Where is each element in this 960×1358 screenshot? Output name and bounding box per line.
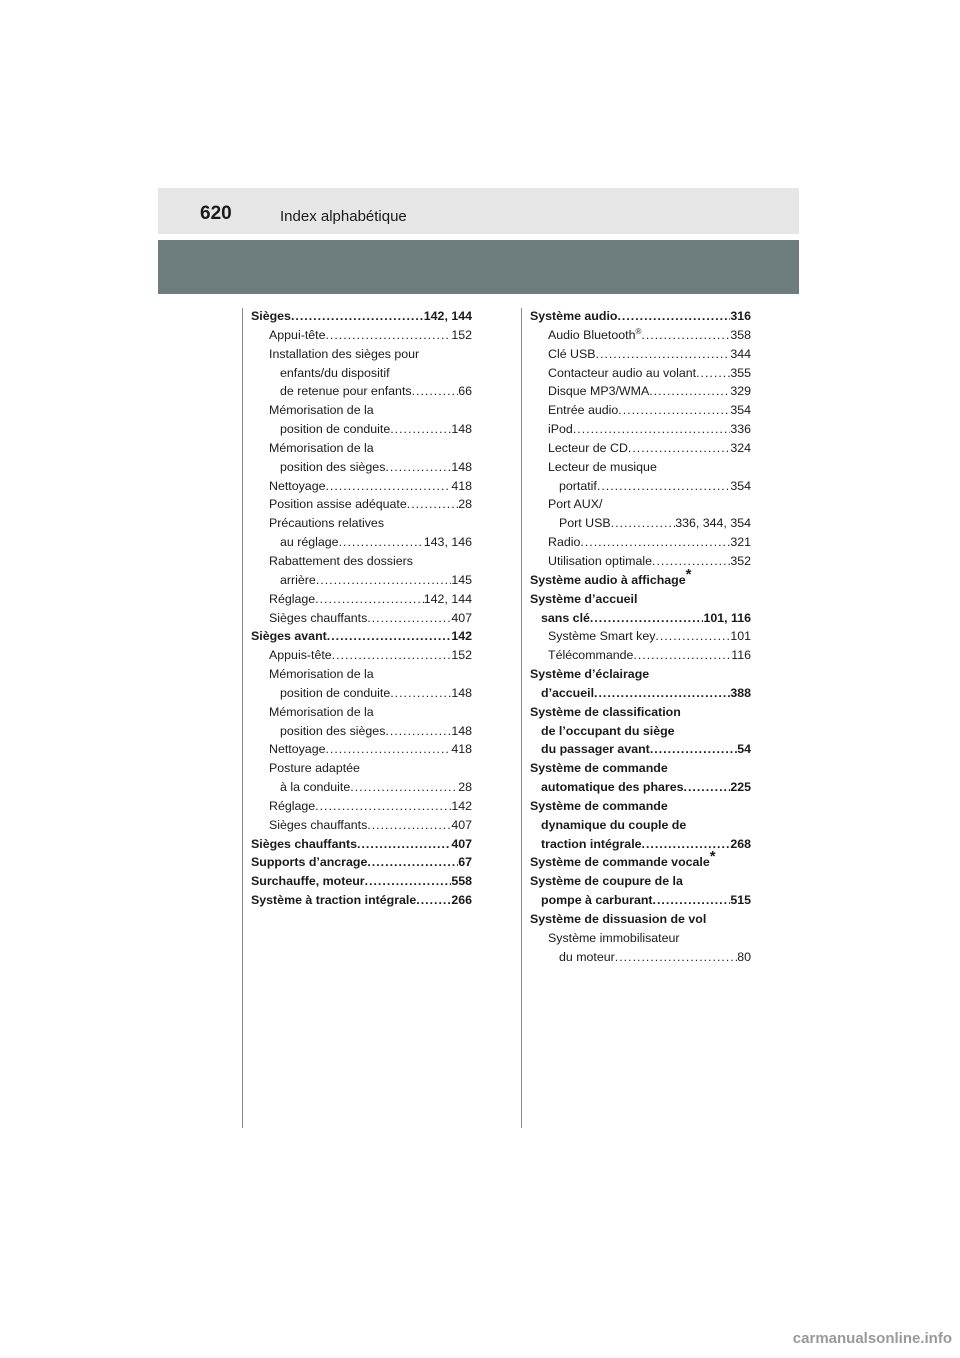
index-entry: pompe à carburant ..... 515 [530,891,751,910]
index-entry: traction intégrale ..... 268 [530,835,751,854]
index-subentry: Disque MP3/WMA ..... 329 [530,382,751,401]
index-subentry: position des sièges ..... 148 [251,458,472,477]
index-column-right [530,307,751,967]
footnote-star-marker: * [685,565,692,583]
index-entry-line: de l’occupant du siège [541,723,675,738]
index-subentry-line: Port AUX/ [548,497,603,512]
index-entry-line: Système de classification [530,704,681,719]
index-subentry: Radio ..... 321 [530,533,751,552]
index-entry-line: Système d’éclairage [530,667,650,682]
index-subentry-line: Précautions relatives [269,516,385,531]
index-subentry: iPod ..... 336 [530,420,751,439]
index-entry: Système audio à affichage* [530,565,692,587]
index-entry: du passager avant ..... 54 [530,740,751,759]
index-entry: Supports d’ancrage ..... 67 [251,853,472,872]
index-entry-line: Système d’accueil [530,591,638,606]
index-entry: Sièges ..... 142, 144 [251,307,472,326]
index-entry: Surchauffe, moteur ..... 558 [251,872,472,891]
index-subentry-line: Posture adaptée [269,761,360,776]
index-subentry: Appuis-tête ..... 152 [251,646,472,665]
index-subentry: Entrée audio ..... 354 [530,401,751,420]
index-subentry: Nettoyage ..... 418 [251,740,472,759]
index-subentry: Nettoyage ..... 418 [251,477,472,496]
index-subentry: Utilisation optimale ..... 352 [530,552,751,571]
index-subentry: Réglage ..... 142, 144 [251,590,472,609]
index-subentry: Télécommande ..... 116 [530,646,751,665]
index-subentry: à la conduite ..... 28 [251,778,472,797]
index-subentry-line: enfants/du dispositif [280,365,390,380]
watermark: carmanualsonline.info [792,1330,952,1347]
index-subentry: Port USB ..... 336, 344, 354 [530,514,751,533]
index-subentry-line: Installation des sièges pour [269,346,420,361]
column-divider-rule [521,308,522,1128]
index-subentry: Appui-tête ..... 152 [251,326,472,345]
index-subentry: Audio Bluetooth® ..... 358 [530,326,751,345]
index-entry: Sièges chauffants ..... 407 [251,835,472,854]
index-subentry: position de conduite ..... 148 [251,684,472,703]
page-number: 620 [200,203,232,224]
index-subentry: position de conduite ..... 148 [251,420,472,439]
index-subentry: du moteur ..... 80 [530,948,751,967]
index-entry-line: Système de coupure de la [530,874,683,889]
index-subentry: position des sièges ..... 148 [251,722,472,741]
index-subentry-line: Lecteur de musique [548,459,657,474]
index-entry: sans clé ..... 101, 116 [530,609,751,628]
index-entry: Système à traction intégrale ..... 266 [251,891,472,910]
index-entry: Système audio ..... 316 [530,307,751,326]
left-margin-rule [242,308,243,1128]
section-title: Index alphabétique [280,208,407,225]
index-subentry: Sièges chauffants ..... 407 [251,816,472,835]
index-entry: Système de dissuasion de vol [530,912,707,926]
index-subentry: de retenue pour enfants ..... 66 [251,382,472,401]
index-column-left [251,307,472,910]
index-subentry: au réglage ..... 143, 146 [251,533,472,552]
index-subentry: Lecteur de CD ..... 324 [530,439,751,458]
footnote-star-marker: * [709,848,716,866]
index-entry: d’accueil ..... 388 [530,684,751,703]
index-subentry: portatif ..... 354 [530,477,751,496]
index-entry-line: Système de commande [530,761,668,776]
index-subentry-line: Mémorisation de la [269,403,374,418]
index-entry: Sièges avant ..... 142 [251,627,472,646]
index-subentry: Position assise adéquate ..... 28 [251,495,472,514]
index-entry-line: dynamique du couple de [541,817,687,832]
index-subentry-line: Mémorisation de la [269,667,374,682]
index-subentry: Sièges chauffants ..... 407 [251,609,472,628]
index-subentry: Système Smart key ..... 101 [530,627,751,646]
page-header-band [158,188,799,234]
index-subentry-line: Rabattement des dossiers [269,553,413,568]
index-subentry: Clé USB ..... 344 [530,345,751,364]
section-title-bar [158,240,799,294]
index-entry: Système de commande vocale* [530,848,716,870]
index-entry: automatique des phares ..... 225 [530,778,751,797]
index-subentry: Contacteur audio au volant ..... 355 [530,364,751,383]
index-subentry: arrière ..... 145 [251,571,472,590]
index-subentry-line: Mémorisation de la [269,704,374,719]
index-subentry-line: Système immobilisateur [548,930,680,945]
index-subentry: Réglage ..... 142 [251,797,472,816]
index-subentry-line: Mémorisation de la [269,440,374,455]
index-entry-line: Système de commande [530,798,668,813]
